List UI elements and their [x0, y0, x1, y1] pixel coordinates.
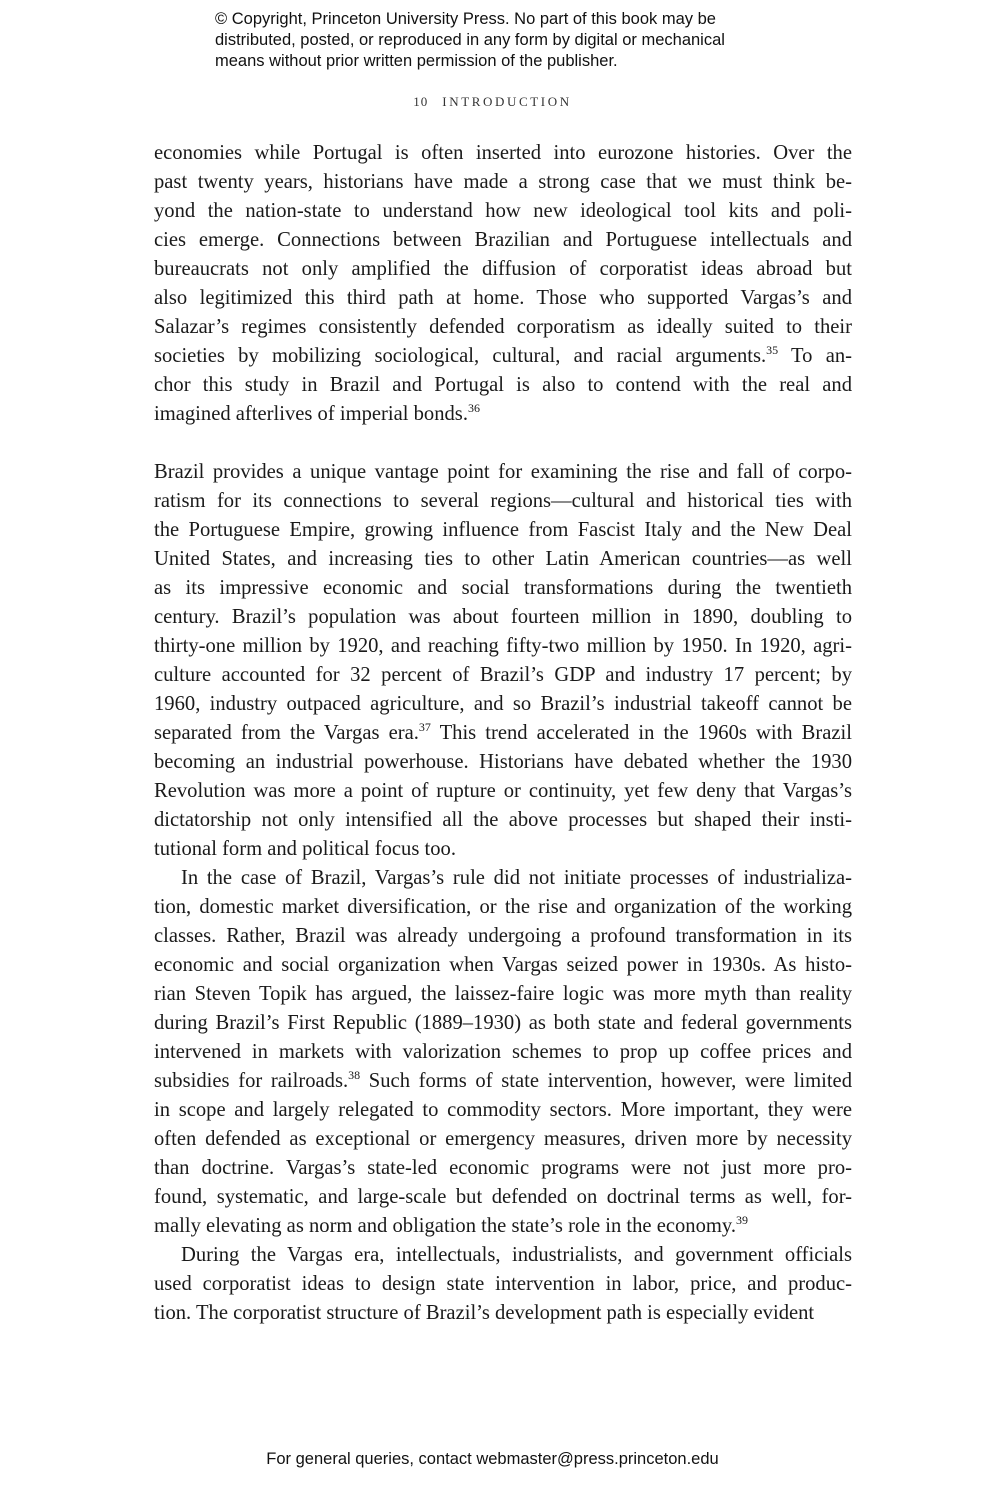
- text-line: ratism for its connections to several regions—cultural and historical ties with: [154, 490, 852, 512]
- text-line: tion, domestic market diversification, or the rise and organization of the working: [154, 896, 852, 918]
- footnote-ref: 35: [766, 343, 779, 357]
- text-line: used corporatist ideas to design state intervention in labor, price, and produc-: [154, 1273, 852, 1295]
- footnote-ref: 37: [418, 720, 431, 734]
- copyright-line: © Copyright, Princeton University Press. No part of this book may be: [215, 10, 716, 28]
- text-line: the Portuguese Empire, growing influence from Fascist Italy and the New Deal: [154, 519, 852, 541]
- text-line: during Brazil’s First Republic (1889–1930) as both state and federal governments: [154, 1012, 852, 1034]
- text-line: During the Vargas era, intellectuals, industrialists, and government officials: [181, 1244, 852, 1266]
- text-line: classes. Rather, Brazil was already undergoing a profound transformation in its: [154, 925, 852, 947]
- text-line: bureaucrats not only amplified the diffusion of corporatist ideas abroad but: [154, 258, 852, 280]
- text-line: economic and social organization when Vargas seized power in 1930s. As histo-: [154, 954, 852, 976]
- body-text: [154, 139, 852, 1328]
- text-line: tutional form and political focus too.: [154, 838, 456, 860]
- footnote-ref: 36: [467, 401, 480, 415]
- text-line: in scope and largely relegated to commodity sectors. More important, they were: [154, 1099, 852, 1121]
- text-line: societies by mobilizing sociological, cultural, and racial arguments.$^{35}$ To an-: [154, 343, 852, 367]
- text-line: often defended as exceptional or emergency measures, driven more by necessity: [154, 1128, 852, 1150]
- paragraph: [154, 458, 852, 864]
- text-line: imagined afterlives of imperial bonds.$^{36}$: [154, 401, 480, 425]
- text-line: found, systematic, and large-scale but defended on doctrinal terms as well, for-: [154, 1186, 852, 1208]
- text-line: In the case of Brazil, Vargas’s rule did not initiate processes of industrializa-: [181, 867, 852, 889]
- text-line: intervened in markets with valorization schemes to prop up coffee prices and: [154, 1041, 852, 1063]
- text-line: cies emerge. Connections between Brazilian and Portuguese intellectuals and: [154, 229, 852, 251]
- text-line: mally elevating as norm and obligation the state’s role in the economy.$^{39}$: [154, 1213, 749, 1237]
- text-line: Revolution was more a point of rupture or continuity, yet few deny that Vargas’s: [154, 780, 852, 802]
- text-line: dictatorship not only intensified all the above processes but shaped their insti-: [154, 809, 852, 831]
- footnote-ref: 38: [348, 1068, 361, 1082]
- text-line: chor this study in Brazil and Portugal is also to contend with the real and: [154, 374, 852, 396]
- copyright-line: distributed, posted, or reproduced in any form by digital or mechanical: [215, 31, 725, 49]
- text-line: rian Steven Topik has argued, the laissez-faire logic was more myth than reality: [154, 983, 852, 1005]
- text-line: economies while Portugal is often inserted into eurozone histories. Over the: [154, 142, 852, 164]
- text-line: thirty-one million by 1920, and reaching fifty-two million by 1950. In 1920, agri-: [154, 635, 852, 657]
- paragraph: [154, 1241, 852, 1328]
- text-line: becoming an industrial powerhouse. Historians have debated whether the 1930: [154, 751, 852, 773]
- footer-contact: For general queries, contact webmaster@press.princeton.edu: [266, 1450, 719, 1468]
- text-line: Brazil provides a unique vantage point for examining the rise and fall of corpo-: [154, 461, 852, 483]
- text-line: yond the nation-state to understand how new ideological tool kits and poli-: [154, 200, 852, 222]
- running-head: [0, 94, 985, 110]
- text-line: culture accounted for 32 percent of Brazil’s GDP and industry 17 percent; by: [154, 664, 852, 686]
- text-line: subsidies for railroads.$^{38}$ Such forms of state intervention, however, were limited: [154, 1068, 852, 1092]
- text-line: century. Brazil’s population was about fourteen million in 1890, doubling to: [154, 606, 852, 628]
- text-line: also legitimized this third path at home. Those who supported Vargas’s and: [154, 287, 852, 309]
- text-line: as its impressive economic and social transformations during the twentieth: [154, 577, 852, 599]
- copyright-notice: [215, 9, 815, 72]
- text-line: tion. The corporatist structure of Brazil’s development path is especially evident: [154, 1302, 815, 1324]
- text-line: than doctrine. Vargas’s state-led economic programs were not just more pro-: [154, 1157, 852, 1179]
- text-line: separated from the Vargas era.$^{37}$ This trend accelerated in the 1960s with Brazil: [154, 720, 852, 744]
- text-line: Salazar’s regimes consistently defended corporatism as ideally suited to their: [154, 316, 852, 338]
- copyright-line: means without prior written permission of the publisher.: [215, 52, 618, 70]
- page-number: 10: [413, 94, 429, 109]
- text-line: past twenty years, historians have made a strong case that we must think be-: [154, 171, 852, 193]
- footnote-ref: 39: [736, 1213, 749, 1227]
- text-line: 1960, industry outpaced agriculture, and so Brazil’s industrial takeoff cannot be: [154, 693, 852, 715]
- paragraph: [154, 864, 852, 1241]
- section-title: INTRODUCTION: [442, 94, 572, 109]
- paragraph: [154, 139, 852, 429]
- text-line: United States, and increasing ties to other Latin American countries—as well: [154, 548, 852, 570]
